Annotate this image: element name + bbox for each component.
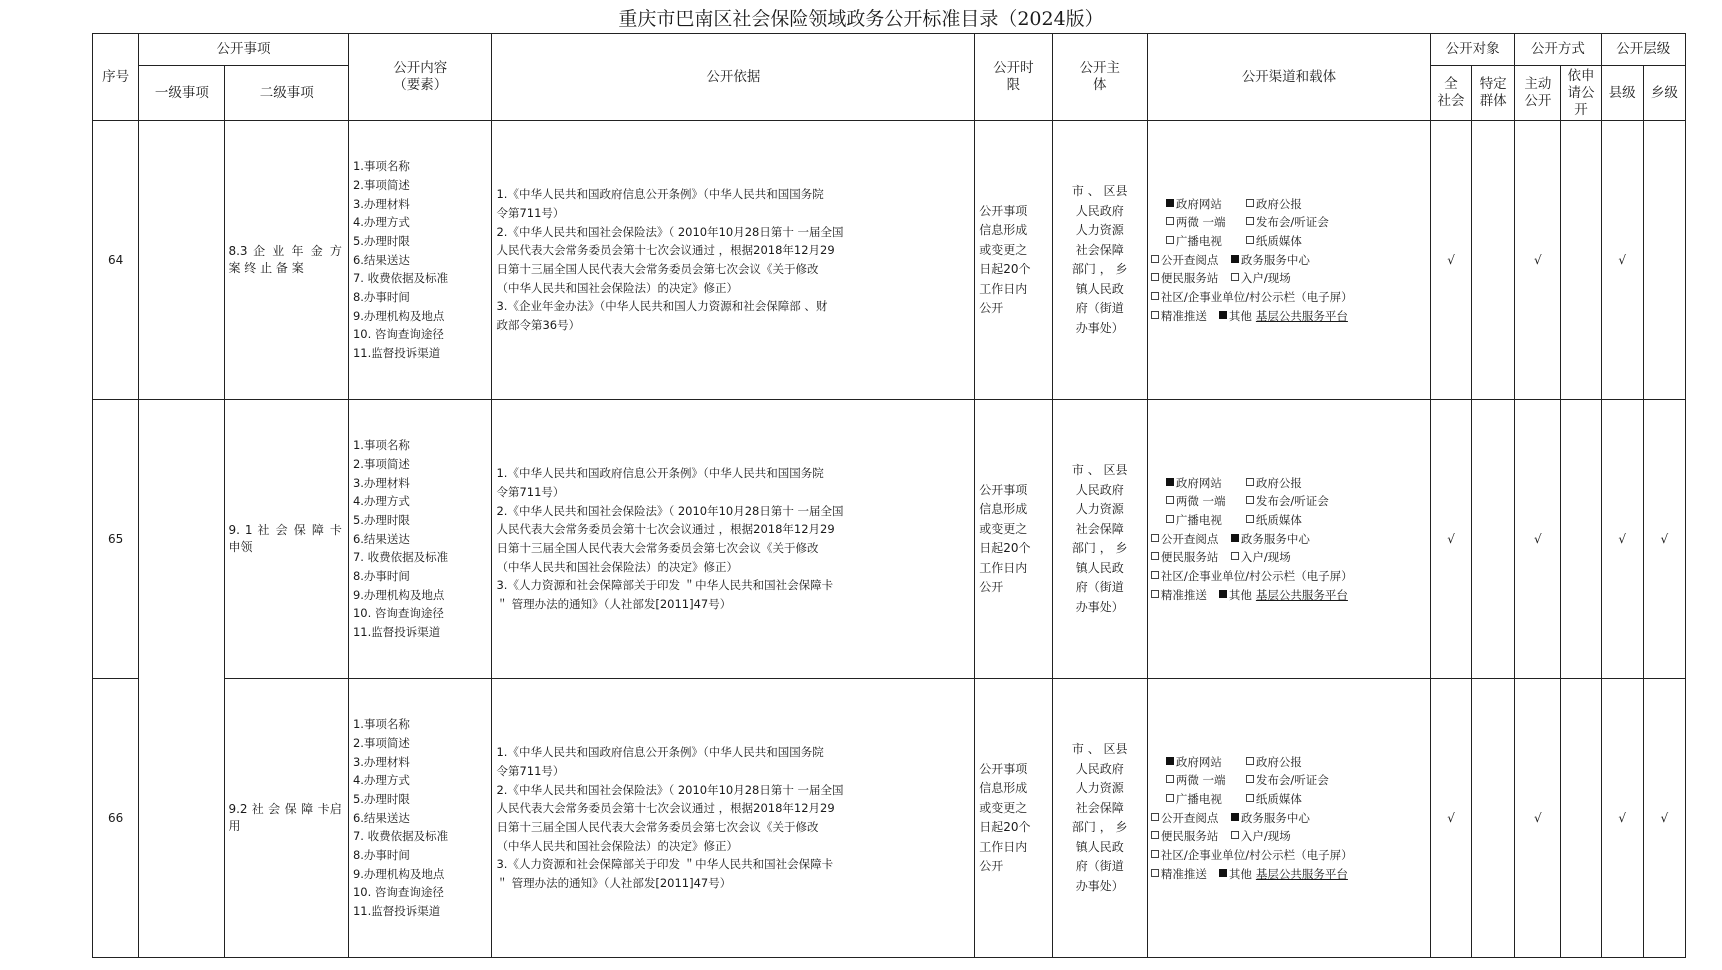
channel-option: 便民服务站 xyxy=(1151,827,1231,846)
channel-option: 政府网站 xyxy=(1166,753,1246,772)
channel-option: 便民服务站 xyxy=(1151,269,1231,288)
channel-other-text: 基层公共服务平台 xyxy=(1255,587,1348,602)
checkbox-icon xyxy=(1166,199,1174,207)
checkbox-icon xyxy=(1151,831,1159,839)
subject-line: 社会保障 xyxy=(1075,242,1124,257)
channel-option: 便民服务站 xyxy=(1151,548,1231,567)
row-time xyxy=(975,400,1052,679)
row-channels xyxy=(1147,121,1430,400)
checkbox-icon xyxy=(1166,496,1174,504)
check-active: √ xyxy=(1515,679,1561,958)
channel-option: 社区/企事业单位/村公示栏（电子屏） xyxy=(1160,290,1353,305)
channel-option: 政府网站 xyxy=(1166,195,1246,214)
check-specific xyxy=(1472,400,1515,679)
check-request xyxy=(1561,121,1601,400)
checkbox-icon xyxy=(1166,757,1174,765)
header-matters: 公开事项 xyxy=(139,34,349,66)
channel-line xyxy=(1151,790,1430,809)
time-line: 工作日内 xyxy=(979,281,1028,296)
content-line: 4.办理方式 xyxy=(352,494,410,509)
channel-option: 社区/企事业单位/村公示栏（电子屏） xyxy=(1160,569,1353,584)
row-level2: 9. 1 社 会 保 障 卡申领 xyxy=(225,400,348,679)
subject-line: 部门 ， 乡 xyxy=(1071,820,1128,834)
channel-option: 两微 一端 xyxy=(1166,771,1246,790)
basis-line: 3.《人力资源和社会保障部关于印发 ＂中华人民共和国社会保障卡 xyxy=(496,578,834,593)
content-line: 6.结果送达 xyxy=(352,252,410,267)
subject-line: 镇人民政 xyxy=(1075,839,1124,854)
content-line: 8.办事时间 xyxy=(352,569,410,584)
channel-option: 政务服务中心 xyxy=(1231,530,1310,549)
basis-line: 1.《中华人民共和国政府信息公开条例》（中华人民共和国国务院 xyxy=(496,745,824,760)
channel-line xyxy=(1151,771,1430,790)
row-channels xyxy=(1147,400,1430,679)
basis-line: 日第十三届全国人民代表大会常务委员会第七次会议《关于修改 xyxy=(496,262,819,276)
page-title: 重庆市巴南区社会保险领域政务公开标准目录（2024版） xyxy=(618,8,1104,30)
basis-line: 人民代表大会常务委员会第十七次会议通过 ，根据2018年12月29 xyxy=(496,522,835,537)
row-channels xyxy=(1147,679,1430,958)
row-seq: 65 xyxy=(93,400,139,679)
channel-line xyxy=(1151,195,1430,214)
check-county: √ xyxy=(1601,121,1643,400)
content-line: 2.事项简述 xyxy=(352,456,410,471)
subject-line: 府（街道 xyxy=(1075,859,1124,873)
check-all: √ xyxy=(1430,679,1471,958)
subject-line: 市 、 区县 xyxy=(1071,463,1128,477)
channel-option: 广播电视 xyxy=(1166,232,1246,251)
channel-option: 入户/现场 xyxy=(1231,269,1291,288)
content-line: 6.结果送达 xyxy=(352,531,410,546)
channel-option: 发布会/听证会 xyxy=(1246,213,1329,232)
basis-line: ＂ 管理办法的通知》（人社部发[2011]47号） xyxy=(496,876,732,891)
checkbox-icon xyxy=(1219,869,1227,877)
checkbox-icon xyxy=(1246,236,1254,244)
basis-line: ＂ 管理办法的通知》（人社部发[2011]47号） xyxy=(496,597,732,612)
checkbox-icon xyxy=(1166,236,1174,244)
check-request xyxy=(1561,400,1601,679)
basis-line: 2.《中华人民共和国社会保险法》（ 2010年10月28日第十 一届全国 xyxy=(496,782,844,797)
channel-option: 政务服务中心 xyxy=(1231,251,1310,270)
subject-line: 人力资源 xyxy=(1075,502,1124,516)
checkbox-icon xyxy=(1231,552,1239,560)
header-basis: 公开依据 xyxy=(492,34,975,121)
row-content xyxy=(348,679,492,958)
checkbox-icon xyxy=(1151,273,1159,281)
content-line: 9.办理机构及地点 xyxy=(352,308,445,323)
checkbox-icon xyxy=(1231,273,1239,281)
checkbox-icon xyxy=(1246,217,1254,225)
subject-line: 人力资源 xyxy=(1075,223,1124,237)
channel-option: 发布会/听证会 xyxy=(1246,771,1329,790)
subject-line: 部门 ， 乡 xyxy=(1071,541,1128,555)
content-line: 10. 咨询查询途径 xyxy=(352,606,444,621)
content-line: 7. 收费依据及标准 xyxy=(352,271,449,286)
header-seq: 序号 xyxy=(93,34,139,121)
header-level2: 二级事项 xyxy=(225,66,348,121)
subject-line: 市 、 区县 xyxy=(1071,184,1128,198)
channel-option: 其他 xyxy=(1219,865,1252,884)
header-method: 公开方式 xyxy=(1515,34,1601,66)
basis-line: 2.《中华人民共和国社会保险法》（ 2010年10月28日第十 一届全国 xyxy=(496,224,844,239)
channel-line xyxy=(1151,492,1430,511)
row-level1 xyxy=(139,121,225,400)
table-row xyxy=(93,679,1686,958)
content-line: 7. 收费依据及标准 xyxy=(352,829,449,844)
basis-line: 3.《企业年金办法》（中华人民共和国人力资源和社会保障部 、财 xyxy=(496,299,828,314)
checkbox-icon xyxy=(1151,552,1159,560)
subject-line: 人民政府 xyxy=(1075,203,1124,218)
subject-line: 社会保障 xyxy=(1075,800,1124,815)
time-line: 信息形成 xyxy=(979,223,1028,237)
content-line: 7. 收费依据及标准 xyxy=(352,550,449,565)
channel-option: 其他 xyxy=(1219,586,1252,605)
catalog-table xyxy=(92,33,1686,958)
checkbox-icon xyxy=(1151,813,1159,821)
checkbox-icon xyxy=(1166,775,1174,783)
subject-line: 部门 ， 乡 xyxy=(1071,262,1128,276)
check-all: √ xyxy=(1430,400,1471,679)
check-town: √ xyxy=(1643,400,1685,679)
channel-line xyxy=(1151,251,1430,270)
time-line: 公开 xyxy=(979,301,1004,315)
checkbox-icon xyxy=(1246,515,1254,523)
checkbox-icon xyxy=(1231,534,1239,542)
channel-option: 公开查阅点 xyxy=(1151,530,1231,549)
channel-option: 两微 一端 xyxy=(1166,492,1246,511)
content-line: 6.结果送达 xyxy=(352,810,410,825)
row-level2: 8.3 企 业 年 金 方 案 终 止 备 案 xyxy=(225,121,348,400)
check-county: √ xyxy=(1601,400,1643,679)
channel-option: 政府网站 xyxy=(1166,474,1246,493)
time-line: 日起20个 xyxy=(979,541,1031,555)
checkbox-icon xyxy=(1246,199,1254,207)
row-time xyxy=(975,679,1052,958)
content-line: 4.办理方式 xyxy=(352,773,410,788)
checkbox-icon xyxy=(1231,813,1239,821)
basis-line: 日第十三届全国人民代表大会常务委员会第七次会议《关于修改 xyxy=(496,820,819,834)
content-line: 4.办理方式 xyxy=(352,215,410,230)
subject-line: 办事处） xyxy=(1075,599,1124,614)
channel-option: 广播电视 xyxy=(1166,511,1246,530)
row-basis xyxy=(492,400,975,679)
channel-option: 精准推送 xyxy=(1151,307,1219,326)
subject-line: 办事处） xyxy=(1075,878,1124,893)
basis-line: 2.《中华人民共和国社会保险法》（ 2010年10月28日第十 一届全国 xyxy=(496,503,844,518)
table-row xyxy=(93,400,1686,679)
subject-line: 市 、 区县 xyxy=(1071,742,1128,756)
content-line: 1.事项名称 xyxy=(352,159,410,174)
checkbox-icon xyxy=(1151,869,1159,877)
checkbox-icon xyxy=(1166,515,1174,523)
subject-line: 人民政府 xyxy=(1075,761,1124,776)
row-basis xyxy=(492,679,975,958)
checkbox-icon xyxy=(1166,794,1174,802)
header-target-specific: 特定 群体 xyxy=(1472,66,1515,121)
subject-line: 人民政府 xyxy=(1075,482,1124,497)
time-line: 公开事项 xyxy=(979,203,1028,218)
header-level-town: 乡级 xyxy=(1643,66,1685,121)
header-level-county: 县级 xyxy=(1601,66,1643,121)
table-row xyxy=(93,121,1686,400)
content-line: 5.办理时限 xyxy=(352,791,410,806)
channel-option: 政务服务中心 xyxy=(1231,809,1310,828)
subject-line: 府（街道 xyxy=(1075,580,1124,594)
checkbox-icon xyxy=(1151,571,1159,579)
checkbox-icon xyxy=(1151,255,1159,263)
content-line: 9.办理机构及地点 xyxy=(352,866,445,881)
channel-line xyxy=(1151,567,1430,586)
channel-option: 发布会/听证会 xyxy=(1246,492,1329,511)
header-level1: 一级事项 xyxy=(139,66,225,121)
content-line: 9.办理机构及地点 xyxy=(352,587,445,602)
channel-option: 公开查阅点 xyxy=(1151,251,1231,270)
channel-option: 纸质媒体 xyxy=(1246,232,1302,251)
content-line: 11.监督投诉渠道 xyxy=(352,904,441,919)
channel-option: 公开查阅点 xyxy=(1151,809,1231,828)
basis-line: 1.《中华人民共和国政府信息公开条例》（中华人民共和国国务院 xyxy=(496,187,824,202)
time-line: 工作日内 xyxy=(979,839,1028,854)
checkbox-icon xyxy=(1151,311,1159,319)
content-line: 2.事项简述 xyxy=(352,177,410,192)
row-subject xyxy=(1052,679,1147,958)
subject-line: 府（街道 xyxy=(1075,301,1124,315)
basis-line: 人民代表大会常务委员会第十七次会议通过 ，根据2018年12月29 xyxy=(496,243,835,258)
checkbox-icon xyxy=(1231,831,1239,839)
time-line: 信息形成 xyxy=(979,781,1028,795)
time-line: 日起20个 xyxy=(979,820,1031,834)
time-line: 或变更之 xyxy=(979,242,1028,257)
content-line: 5.办理时限 xyxy=(352,512,410,527)
time-line: 或变更之 xyxy=(979,800,1028,815)
channel-option: 纸质媒体 xyxy=(1246,511,1302,530)
row-time xyxy=(975,121,1052,400)
time-line: 公开事项 xyxy=(979,761,1028,776)
header-time: 公开时 限 xyxy=(975,34,1052,121)
channel-line xyxy=(1151,865,1430,884)
channel-option: 社区/企事业单位/村公示栏（电子屏） xyxy=(1160,848,1353,863)
check-specific xyxy=(1472,121,1515,400)
channel-other-text: 基层公共服务平台 xyxy=(1255,866,1348,881)
check-specific xyxy=(1472,679,1515,958)
channel-option: 政府公报 xyxy=(1246,195,1302,214)
header-method-request: 依申 请公 开 xyxy=(1561,66,1601,121)
check-active: √ xyxy=(1515,121,1561,400)
check-request xyxy=(1561,679,1601,958)
checkbox-icon xyxy=(1246,757,1254,765)
time-line: 公开事项 xyxy=(979,482,1028,497)
content-line: 8.办事时间 xyxy=(352,290,410,305)
channel-line xyxy=(1151,530,1430,549)
time-line: 日起20个 xyxy=(979,262,1031,276)
content-line: 10. 咨询查询途径 xyxy=(352,327,444,342)
time-line: 工作日内 xyxy=(979,560,1028,575)
header-level: 公开层级 xyxy=(1601,34,1685,66)
checkbox-icon xyxy=(1219,311,1227,319)
content-line: 3.办理材料 xyxy=(352,754,410,769)
subject-line: 镇人民政 xyxy=(1075,281,1124,296)
row-subject xyxy=(1052,400,1147,679)
channel-option: 入户/现场 xyxy=(1231,548,1291,567)
subject-line: 镇人民政 xyxy=(1075,560,1124,575)
row-basis xyxy=(492,121,975,400)
basis-line: （中华人民共和国社会保险法）的决定》修正） xyxy=(496,559,738,574)
checkbox-icon xyxy=(1246,794,1254,802)
time-line: 公开 xyxy=(979,580,1004,594)
header-content: 公开内容 （要素） xyxy=(348,34,492,121)
time-line: 信息形成 xyxy=(979,502,1028,516)
channel-line xyxy=(1151,753,1430,772)
basis-line: 日第十三届全国人民代表大会常务委员会第七次会议《关于修改 xyxy=(496,541,819,555)
checkbox-icon xyxy=(1151,850,1159,858)
channel-option: 其他 xyxy=(1219,307,1252,326)
basis-line: 1.《中华人民共和国政府信息公开条例》（中华人民共和国国务院 xyxy=(496,466,824,481)
checkbox-icon xyxy=(1166,217,1174,225)
row-level1 xyxy=(139,400,225,958)
checkbox-icon xyxy=(1151,590,1159,598)
checkbox-icon xyxy=(1151,534,1159,542)
content-line: 5.办理时限 xyxy=(352,233,410,248)
channel-line xyxy=(1151,827,1430,846)
row-content xyxy=(348,400,492,679)
header-method-active: 主动 公开 xyxy=(1515,66,1561,121)
row-level2: 9.2 社 会 保 障 卡启用 xyxy=(225,679,348,958)
content-line: 1.事项名称 xyxy=(352,717,410,732)
channel-line xyxy=(1151,213,1430,232)
content-line: 11.监督投诉渠道 xyxy=(352,625,441,640)
check-active: √ xyxy=(1515,400,1561,679)
basis-line: 政部令第36号） xyxy=(496,318,581,333)
checkbox-icon xyxy=(1151,292,1159,300)
basis-line: （中华人民共和国社会保险法）的决定》修正） xyxy=(496,838,738,853)
row-content xyxy=(348,121,492,400)
channel-option: 精准推送 xyxy=(1151,865,1219,884)
checkbox-icon xyxy=(1246,478,1254,486)
row-seq: 64 xyxy=(93,121,139,400)
check-all: √ xyxy=(1430,121,1471,400)
subject-line: 社会保障 xyxy=(1075,521,1124,536)
checkbox-icon xyxy=(1246,496,1254,504)
checkbox-icon xyxy=(1231,255,1239,263)
content-line: 3.办理材料 xyxy=(352,196,410,211)
subject-line: 人力资源 xyxy=(1075,781,1124,795)
header-target-all: 全 社会 xyxy=(1430,66,1471,121)
content-line: 1.事项名称 xyxy=(352,438,410,453)
basis-line: 令第711号） xyxy=(496,484,565,499)
basis-line: 人民代表大会常务委员会第十七次会议通过 ，根据2018年12月29 xyxy=(496,801,835,816)
channel-line xyxy=(1151,269,1430,288)
channel-line xyxy=(1151,511,1430,530)
channel-line xyxy=(1151,548,1430,567)
channel-line xyxy=(1151,809,1430,828)
channel-option: 精准推送 xyxy=(1151,586,1219,605)
channel-other-text: 基层公共服务平台 xyxy=(1255,308,1348,323)
checkbox-icon xyxy=(1246,775,1254,783)
channel-line xyxy=(1151,307,1430,326)
check-town xyxy=(1643,121,1685,400)
subject-line: 办事处） xyxy=(1075,320,1124,335)
channel-option: 政府公报 xyxy=(1246,753,1302,772)
checkbox-icon xyxy=(1166,478,1174,486)
channel-line xyxy=(1151,474,1430,493)
channel-option: 政府公报 xyxy=(1246,474,1302,493)
check-town: √ xyxy=(1643,679,1685,958)
content-line: 2.事项简述 xyxy=(352,735,410,750)
time-line: 或变更之 xyxy=(979,521,1028,536)
channel-line xyxy=(1151,232,1430,251)
header-subject: 公开主 体 xyxy=(1052,34,1147,121)
check-county: √ xyxy=(1601,679,1643,958)
row-subject xyxy=(1052,121,1147,400)
basis-line: （中华人民共和国社会保险法）的决定》修正） xyxy=(496,280,738,295)
header-target: 公开对象 xyxy=(1430,34,1514,66)
content-line: 3.办理材料 xyxy=(352,475,410,490)
content-line: 11.监督投诉渠道 xyxy=(352,346,441,361)
content-line: 10. 咨询查询途径 xyxy=(352,885,444,900)
time-line: 公开 xyxy=(979,859,1004,873)
channel-option: 纸质媒体 xyxy=(1246,790,1302,809)
basis-line: 3.《人力资源和社会保障部关于印发 ＂中华人民共和国社会保障卡 xyxy=(496,857,834,872)
channel-line xyxy=(1151,288,1430,307)
basis-line: 令第711号） xyxy=(496,205,565,220)
channel-option: 入户/现场 xyxy=(1231,827,1291,846)
header-channels: 公开渠道和载体 xyxy=(1147,34,1430,121)
channel-line xyxy=(1151,586,1430,605)
content-line: 8.办事时间 xyxy=(352,848,410,863)
basis-line: 令第711号） xyxy=(496,763,565,778)
channel-line xyxy=(1151,846,1430,865)
channel-option: 广播电视 xyxy=(1166,790,1246,809)
channel-option: 两微 一端 xyxy=(1166,213,1246,232)
row-seq: 66 xyxy=(93,679,139,958)
checkbox-icon xyxy=(1219,590,1227,598)
